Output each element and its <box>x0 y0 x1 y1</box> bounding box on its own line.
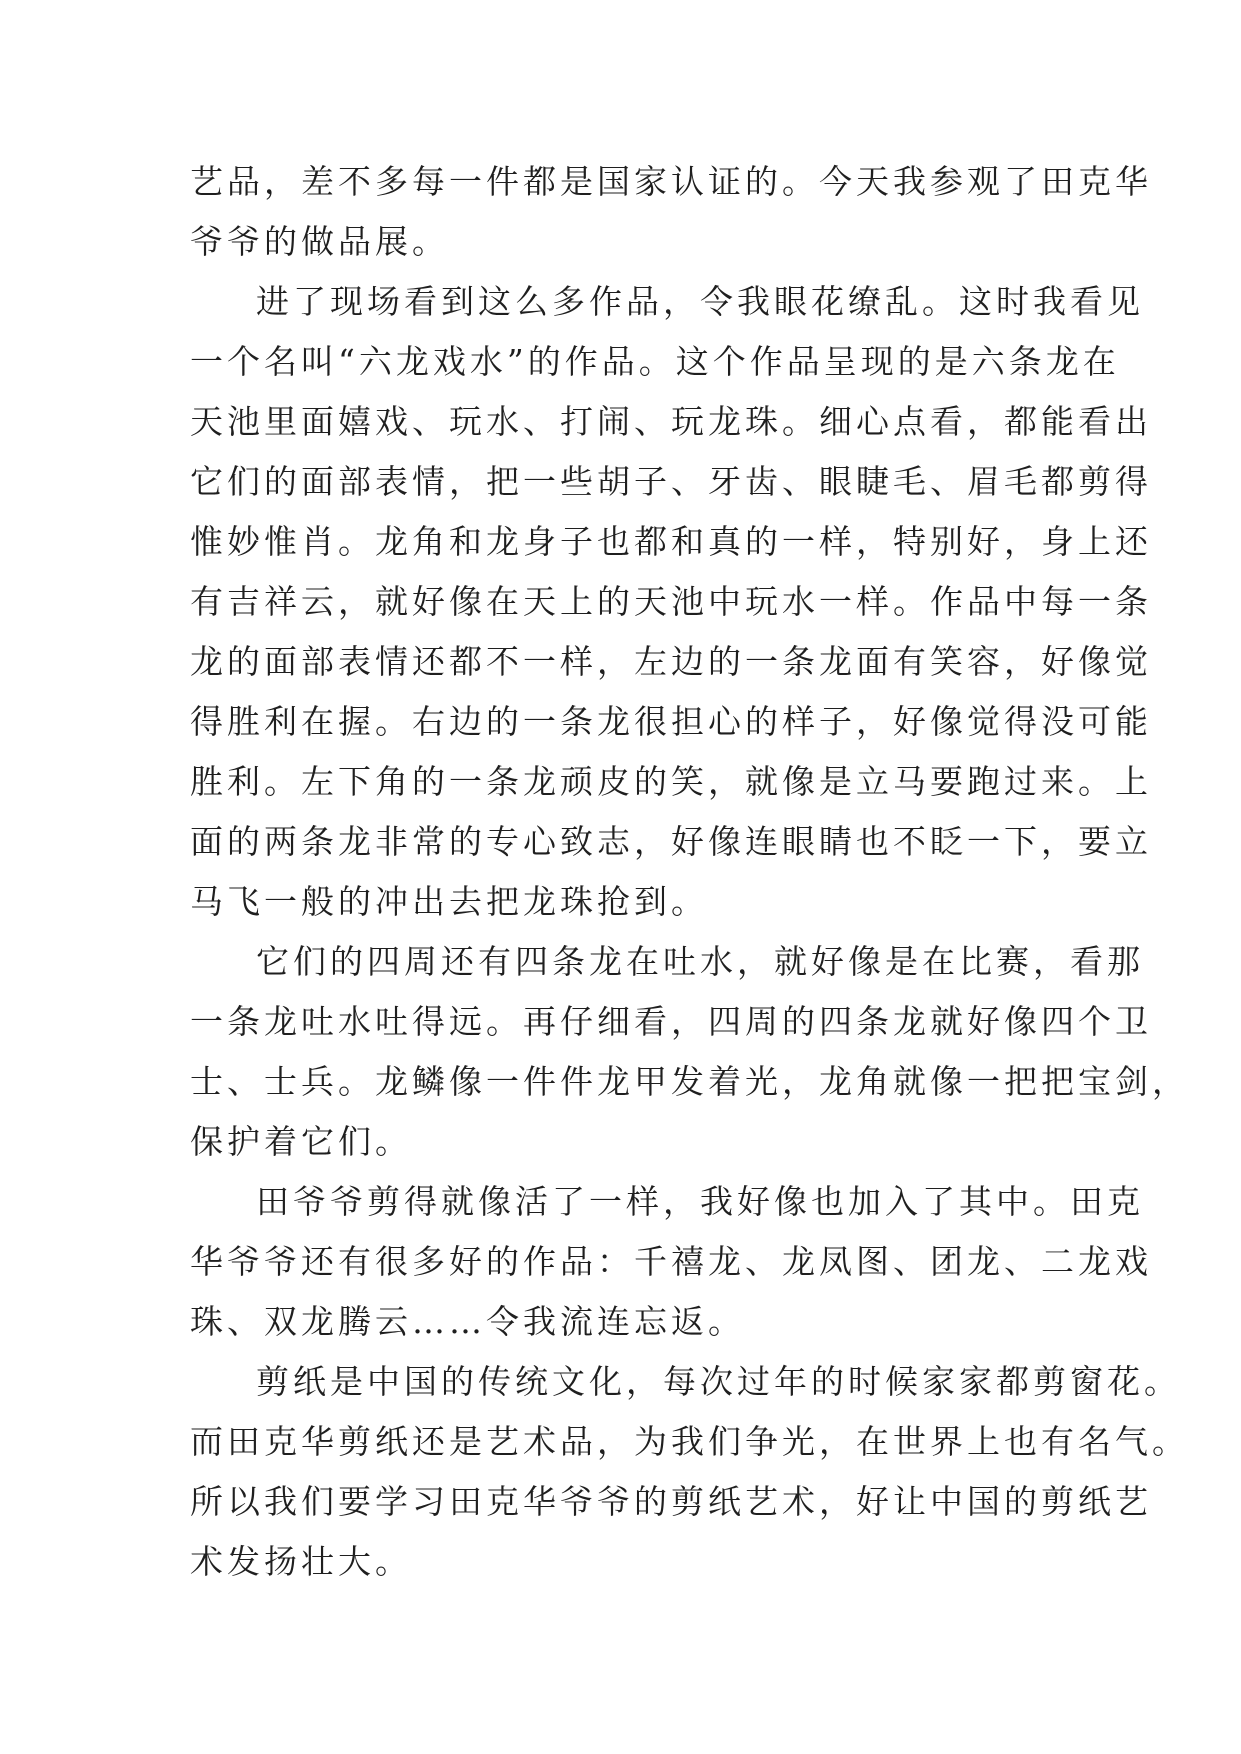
text-line: 惟妙惟肖。龙角和龙身子也都和真的一样，特别好，身上还 <box>190 522 1152 561</box>
text-line: 术发扬壮大。 <box>190 1542 412 1581</box>
text-line: 它们的四周还有四条龙在吐水，就好像是在比赛，看那 <box>256 942 1144 981</box>
text-line: 马飞一般的冲出去把龙珠抢到。 <box>190 882 708 921</box>
document-body <box>190 152 1189 1592</box>
text-line: 田爷爷剪得就像活了一样，我好像也加入了其中。田克 <box>256 1182 1144 1221</box>
text-line: 剪纸是中国的传统文化，每次过年的时候家家都剪窗花。 <box>256 1362 1181 1401</box>
text-line: 华爷爷还有很多好的作品：千禧龙、龙凤图、团龙、二龙戏 <box>190 1242 1152 1281</box>
text-line: 它们的面部表情，把一些胡子、牙齿、眼睫毛、眉毛都剪得 <box>190 462 1152 501</box>
text-line: 所以我们要学习田克华爷爷的剪纸艺术，好让中国的剪纸艺 <box>190 1482 1152 1521</box>
text-line: 珠、双龙腾云……令我流连忘返。 <box>190 1302 745 1341</box>
text-line: 得胜利在握。右边的一条龙很担心的样子，好像觉得没可能 <box>190 702 1152 741</box>
text-line: 进了现场看到这么多作品，令我眼花缭乱。这时我看见 <box>256 282 1144 321</box>
text-line: 艺品，差不多每一件都是国家认证的。今天我参观了田克华 <box>190 162 1152 201</box>
text-line: 而田克华剪纸还是艺术品，为我们争光，在世界上也有名气。 <box>190 1422 1189 1461</box>
text-line: 爷爷的做品展。 <box>190 222 449 261</box>
text-line: 天池里面嬉戏、玩水、打闹、玩龙珠。细心点看，都能看出 <box>190 402 1152 441</box>
text-line: 面的两条龙非常的专心致志，好像连眼睛也不眨一下，要立 <box>190 822 1152 861</box>
text-line: 保护着它们。 <box>190 1122 412 1161</box>
text-line: 胜利。左下角的一条龙顽皮的笑，就像是立马要跑过来。上 <box>190 762 1152 801</box>
text-line: 士、士兵。龙鳞像一件件龙甲发着光，龙角就像一把把宝剑， <box>190 1062 1189 1101</box>
text-line: 一条龙吐水吐得远。再仔细看，四周的四条龙就好像四个卫 <box>190 1002 1152 1041</box>
text-line: 有吉祥云，就好像在天上的天池中玩水一样。作品中每一条 <box>190 582 1152 621</box>
text-line: 龙的面部表情还都不一样，左边的一条龙面有笑容，好像觉 <box>190 642 1152 681</box>
text-line: 一个名叫“六龙戏水”的作品。这个作品呈现的是六条龙在 <box>190 342 1120 381</box>
